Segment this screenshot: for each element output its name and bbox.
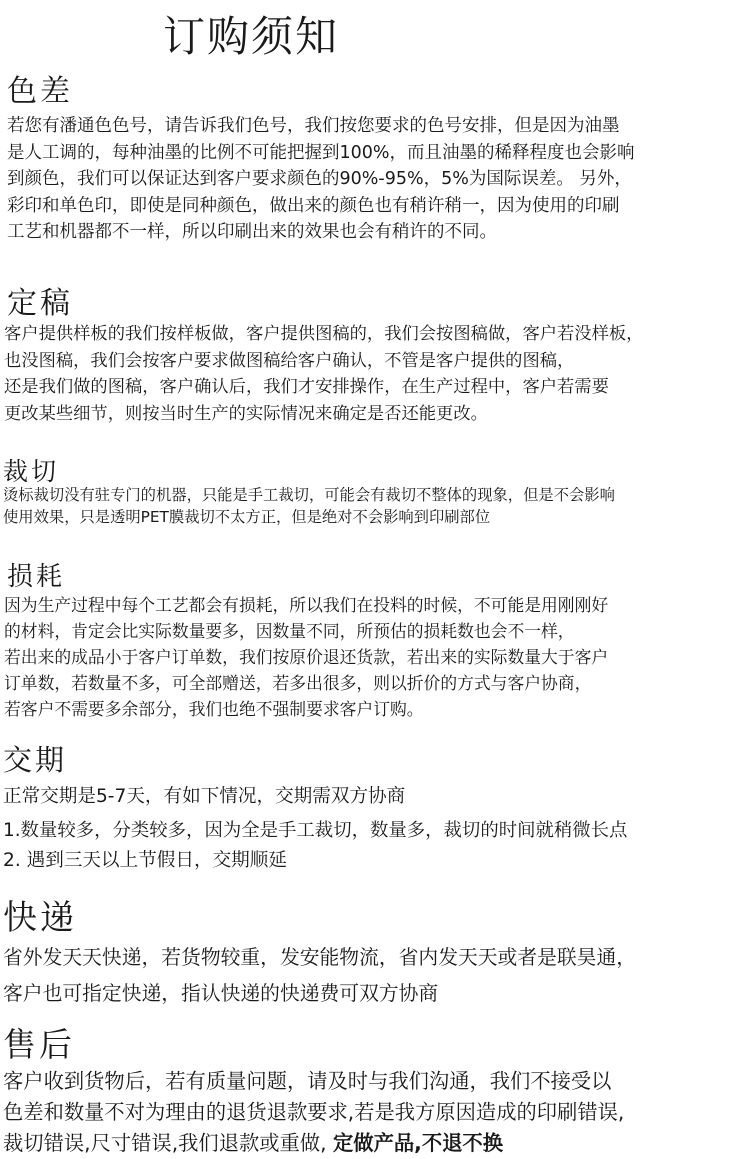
section-body-express bbox=[3, 940, 636, 1012]
text-line: 因为生产过程中每个工艺都会有损耗，所以我们在投料的时候，不可能是用刚刚好 bbox=[4, 595, 609, 615]
text-line: 若客户不需要多余部分，我们也绝不强制要求客户订购。 bbox=[4, 699, 424, 719]
section-heading-delivery: 交期 bbox=[3, 743, 68, 777]
text-line: 到颜色，我们可以保证达到客户要求颜色的90%-95%，5%为国际误差。 另外， bbox=[7, 169, 632, 189]
section-heading-after-sales: 售后 bbox=[3, 1025, 75, 1064]
text-line: 也没图稿，我们会按客户要求做图稿给客户确认，不管是客户提供的图稿， bbox=[4, 350, 575, 371]
text-line: 色差和数量不对为理由的退货退款要求,若是我方原因造成的印刷错误, bbox=[3, 1100, 625, 1124]
section-body-delivery bbox=[3, 782, 627, 876]
section-heading-cutting: 裁切 bbox=[3, 457, 60, 486]
text-line: 使用效果，只是透明PET膜裁切不太方正，但是绝对不会影响到印刷部位 bbox=[3, 508, 491, 526]
text-line bbox=[3, 1128, 624, 1159]
section-heading-express: 快递 bbox=[3, 898, 77, 938]
section-body-cutting bbox=[3, 484, 615, 528]
text-line: 若出来的成品小于客户订单数，我们按原价退还货款，若出来的实际数量大于客户 bbox=[4, 647, 609, 667]
text-line: 工艺和机器都不一样，所以印刷出来的效果也会有稍许的不同。 bbox=[7, 222, 497, 242]
text-line: 的材料，肯定会比实际数量要多，因数量不同，所预估的损耗数也会不一样， bbox=[4, 621, 575, 641]
section-heading-artwork: 定稿 bbox=[7, 286, 73, 321]
text-line-prefix: 裁切错误,尺寸错误,我们退款或重做, bbox=[3, 1131, 334, 1155]
section-heading-wastage: 损耗 bbox=[7, 562, 66, 592]
text-line: 1.数量较多，分类较多，因为全是手工裁切，数量多，裁切的时间就稍微长点 bbox=[3, 820, 628, 841]
text-line: 客户收到货物后，若有质量问题，请及时与我们沟通，我们不接受以 bbox=[3, 1069, 612, 1093]
section-body-wastage bbox=[4, 592, 608, 722]
text-line: 是人工调的，每种油墨的比例不可能把握到100%，而且油墨的稀释程度也会影响 bbox=[7, 142, 635, 163]
text-line: 正常交期是5-7天，有如下情况，交期需双方协商 bbox=[3, 786, 406, 807]
emphasis-no-refund: 定做产品,不退不换 bbox=[333, 1131, 503, 1155]
text-line: 烫标裁切没有驻专门的机器，只能是手工裁切，可能会有裁切不整体的现象，但是不会影响 bbox=[3, 486, 615, 504]
text-line: 若您有潘通色色号，请告诉我们色号，我们按您要求的色号安排，但是因为油墨 bbox=[7, 116, 620, 136]
text-line: 还是我们做的图稿，客户确认后，我们才安排操作，在生产过程中，客户若需要 bbox=[4, 377, 609, 397]
section-body-color-diff bbox=[7, 113, 635, 246]
section-body-after-sales bbox=[3, 1066, 624, 1159]
text-line: 2. 遇到三天以上节假日，交期顺延 bbox=[3, 850, 287, 871]
text-line: 客户也可指定快递，指认快递的快递费可双方协商 bbox=[3, 982, 439, 1005]
text-line: 客户提供样板的我们按样板做，客户提供图稿的，我们会按图稿做，客户若没样板， bbox=[4, 324, 644, 344]
section-heading-color-diff: 色差 bbox=[7, 74, 73, 109]
text-line: 订单数，若数量不多，可全部赠送，若多出很多，则以折价的方式与客户协商， bbox=[4, 673, 592, 693]
section-body-artwork bbox=[4, 321, 643, 427]
text-line: 省外发天天快递，若货物较重，发安能物流，省内发天天或者是联昊通， bbox=[3, 946, 637, 969]
text-line: 彩印和单色印，即使是同种颜色，做出来的颜色也有稍许稍一，因为使用的印刷 bbox=[7, 195, 620, 216]
text-line: 更改某些细节，则按当时生产的实际情况来确定是否还能更改。 bbox=[4, 403, 488, 424]
page-title: 订购须知 bbox=[163, 12, 340, 61]
